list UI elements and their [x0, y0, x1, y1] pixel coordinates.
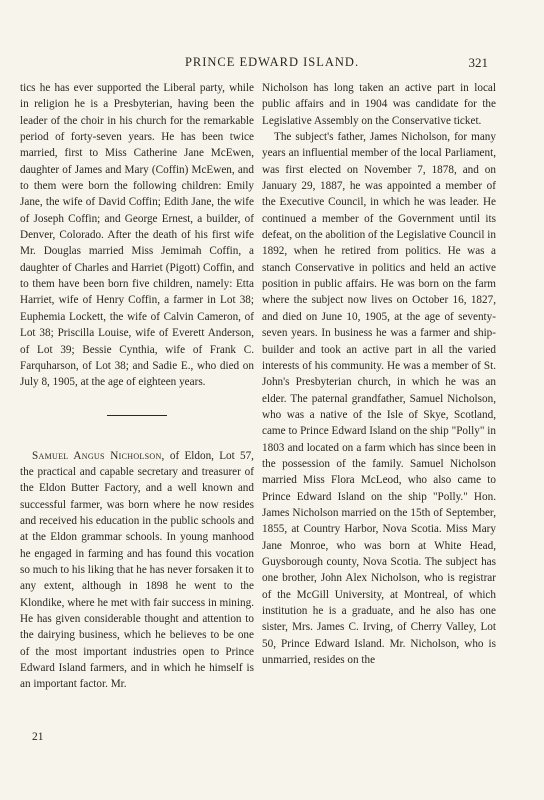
- page-number: 321: [468, 55, 488, 70]
- left-column: [20, 80, 254, 693]
- right-column: [262, 80, 496, 668]
- running-title: PRINCE EDWARD ISLAND.: [184, 55, 360, 69]
- paragraph-samuel-nicholson: [20, 448, 254, 693]
- paragraph-james-nicholson: The subject's father, James Nicholson, for many years an influential member of the local Parliament, was first elected on November 7, 1878, and on January 29, 1887, he was appointed a member of the Executive Council, in which he was leader. He continued a member of the Government until its defeat, on the abolition of the Legislative Council in 1892, when he retired from politics. He was a stanch Conservative in politics and held an active position in public affairs. He was born on the farm where the subject now lives on October 16, 1827, and died on June 10, 1905, at the age of seventy-seven years. In business he was a farmer and ship-builder and took an active part in all the varied interests of his community. He was a member of St. John's Presbyterian church, in which he was an elder. The paternal grandfather, Samuel Nicholson, who was a native of the Isle of Skye, Scotland, came to Prince Edward Island on the ship "Polly" in 1803 and located on a farm which has since been in the possession of the family. Samuel Nicholson married Miss Flora McLeod, who also came to Prince Edward Island on the ship "Polly." Hon. James Nicholson married on the 15th of September, 1855, at Country Harbor, Nova Scotia. Miss Mary Jane Monroe, who was born at White Head, Guysborough county, Nova Scotia. The subject has one brother, John Alex Nicholson, who is registrar of the McGill University, at Montreal, of which institution he is a graduate, and he also has one sister, Mrs. James C. Irving, of Cherry Valley, Lot 50, Prince Edward Island. Mr. Nicholson, who is unmarried, resides on the: [262, 131, 496, 667]
- section-divider: [107, 415, 167, 416]
- paragraph-nicholson-continued: Nicholson has long taken an active part in local public affairs and in 1904 was candidate for the Legislative Assembly on the Conservative ticket.: [262, 82, 496, 127]
- paragraph-samuel-nicholson-text: of Eldon, Lot 57, the practical and capable secretary and treasurer of the Eldon Butter Factory, and a well known and successful farmer, was born where he now resides and received his education in the public schools and at the Eldon grammar schools. In young manhood he engaged in farming and has found this vocation so much to his liking that he has never forsaken it to any extent, although in 1898 he went to the Klondike, where he met with fair success in mining. He has given considerable thought and attention to the dairying business, which he believes to be one of the most important industries open to Prince Edward Island farmers, and in which he himself is an important factor. Mr.: [20, 449, 254, 691]
- signature-mark: 21: [32, 731, 44, 743]
- paragraph-douglas-continued: tics he has ever supported the Liberal party, while in religion he is a Presbyterian, having been the leader of the choir in his church for the remarkable period of forty-seven years. He has been twice married, first to Miss Catherine Jane McEwen, daughter of James and Mary (Coffin) McEwen, and to them were born the following children: Emily Jane, the wife of David Coffin; Edith Jane, the wife of Joseph Coffin; and George Ernest, a builder, of Denver, Colorado. After the death of his first wife Mr. Douglas married Miss Jemimah Coffin, a daughter of Charles and Harriet (Pigott) Coffin, and to them have been born five children, namely: Etta Harriet, wife of Henry Coffin, a farmer in Lot 38; Euphemia Lockett, the wife of Calvin Cameron, of Lot 38; Priscilla Louise, wife of Everett Anderson, of Lot 39; Bessie Cynthia, wife of Frank C. Farquharson, of Lot 38; and Sadie E., who died on July 8, 1905, at the age of eighteen years.: [20, 82, 254, 389]
- page-header: [0, 55, 544, 75]
- subject-name: Samuel Angus Nicholson,: [32, 449, 165, 462]
